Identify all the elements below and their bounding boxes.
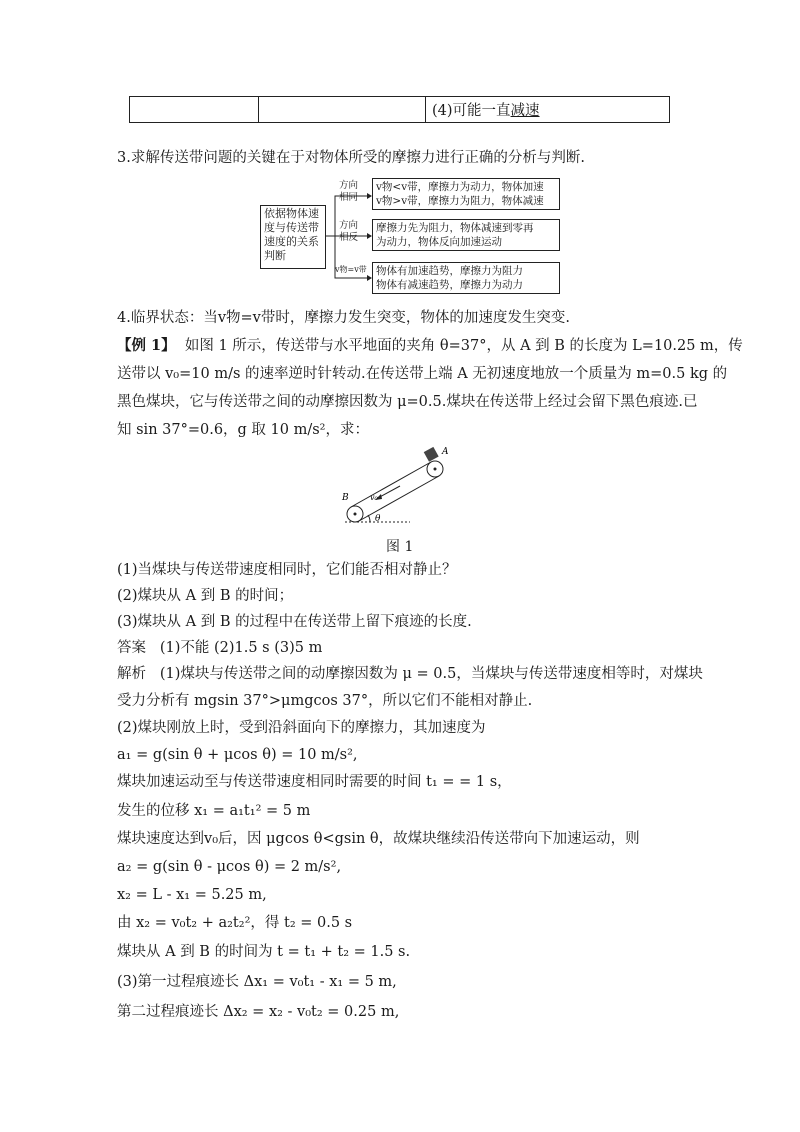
friction-judgement-diagram xyxy=(255,178,555,298)
solution-line-10: 由 x₂ = v₀t₂ + a₂t₂²，得 t₂ = 0.5 s xyxy=(117,915,353,931)
label-a: A xyxy=(442,447,449,457)
example-line-3: 黑色煤块，它与传送带之间的动摩擦因数为 μ=0.5.煤块在传送带上经过会留下黑色痕迹.已 xyxy=(117,394,698,410)
table-cell-3 xyxy=(426,97,670,123)
solution-line-13: 第二过程痕迹长 Δx₂ = x₂ - v₀t₂ = 0.25 m, xyxy=(117,1004,400,1020)
solution-text-1: (1)煤块与传送带之间的动摩擦因数为 μ = 0.5，当煤块与传送带速度相等时，对煤块 xyxy=(159,666,703,682)
branch3-line-1: 物体有加速趋势，摩擦力为阻力 xyxy=(376,265,523,277)
branch3-line-2: 物体有减速趋势，摩擦力为动力 xyxy=(376,279,523,291)
point-3: 3.求解传送带问题的关键在于对物体所受的摩擦力进行正确的分析与判断. xyxy=(117,150,585,166)
cell-underlined-text: 减速 xyxy=(510,103,540,119)
question-3: (3)煤块从 A 到 B 的过程中在传送带上留下痕迹的长度. xyxy=(117,614,472,630)
solution-line-6: 发生的位移 x₁ = a₁t₁² = 5 m xyxy=(117,803,311,819)
figure-caption: 图 1 xyxy=(386,539,414,555)
pulley-b-center xyxy=(354,513,357,516)
example-line-2: 送带以 v₀=10 m/s 的速率逆时针转动.在传送带上端 A 无初速度地放一个质量为 m=0.5 kg 的 xyxy=(117,366,728,382)
branch2-box xyxy=(372,219,560,251)
label-b: B xyxy=(342,493,349,503)
solution-tag: 解析 xyxy=(117,666,146,682)
branch1-label: 方向相同 xyxy=(339,180,359,203)
solution-line-2: 受力分析有 mgsin 37°>μmgcos 37°，所以它们不能相对静止. xyxy=(117,693,533,709)
solution-line-9: x₂ = L - x₁ = 5.25 m, xyxy=(117,887,267,903)
solution-line-8: a₂ = g(sin θ - μcos θ) = 2 m/s², xyxy=(117,859,342,875)
solution-line-1 xyxy=(117,664,703,684)
point-4: 4.临界状态：当v物=v带时，摩擦力发生突变，物体的加速度发生突变. xyxy=(117,310,570,326)
label-v0: v₀ xyxy=(370,493,378,502)
branch1-box xyxy=(372,178,560,210)
question-1: (1)当煤块与传送带速度相同时，它们能否相对静止？ xyxy=(117,562,457,578)
answer-text: (1)不能 (2)1.5 s (3)5 m xyxy=(159,640,323,656)
table-cell-1 xyxy=(130,97,259,123)
cell-text: (4)可能一直 xyxy=(432,103,511,119)
branch3-label: v物=v带 xyxy=(335,265,367,274)
angle-arc xyxy=(368,515,370,522)
table-cell-2 xyxy=(259,97,426,123)
answer-line xyxy=(117,638,322,658)
solution-line-5: 煤块加速运动至与传送带速度相同时需要的时间 t₁ = = 1 s， xyxy=(117,774,512,790)
example-line-4: 知 sin 37°=0.6，g 取 10 m/s²，求： xyxy=(117,422,369,438)
continuation-table xyxy=(129,96,670,123)
example-tag: 【例 1】 xyxy=(117,337,176,354)
branch1-line-2: v物>v带，摩擦力为阻力，物体减速 xyxy=(376,195,544,207)
example-line-1 xyxy=(117,336,743,356)
question-2: (2)煤块从 A 到 B 的时间； xyxy=(117,588,294,604)
label-theta: θ xyxy=(375,514,381,524)
solution-line-4: a₁ = g(sin θ + μcos θ) = 10 m/s², xyxy=(117,747,358,763)
solution-line-3: (2)煤块刚放上时，受到沿斜面向下的摩擦力，其加速度为 xyxy=(117,720,486,736)
branch2-label: 方向相反 xyxy=(339,220,359,243)
pulley-a-center xyxy=(434,468,437,471)
example-text-1: 如图 1 所示，传送带与水平地面的夹角 θ=37°，从 A 到 B 的长度为 L=10.25 m，传 xyxy=(184,338,743,354)
branch2-line-2: 为动力，物体反向加速运动 xyxy=(376,236,502,248)
table-row xyxy=(130,97,670,123)
conveyor-belt-figure xyxy=(330,440,470,530)
solution-line-7: 煤块速度达到v₀后，因 μgcos θ<gsin θ，故煤块继续沿传送带向下加速运动，则 xyxy=(117,831,640,847)
branch3-box xyxy=(372,262,560,294)
diagram-root-box: 依据物体速度与传送带速度的关系判断 xyxy=(260,205,326,269)
coal-block xyxy=(424,447,439,462)
belt-top xyxy=(351,462,431,507)
branch2-line-1: 摩擦力先为阻力，物体减速到零再 xyxy=(376,222,534,234)
solution-line-12: (3)第一过程痕迹长 Δx₁ = v₀t₁ - x₁ = 5 m, xyxy=(117,974,397,990)
branch1-line-1: v物<v带，摩擦力为动力，物体加速 xyxy=(376,181,544,193)
solution-line-11: 煤块从 A 到 B 的时间为 t = t₁ + t₂ = 1.5 s. xyxy=(117,944,411,960)
answer-tag: 答案 xyxy=(117,640,146,656)
